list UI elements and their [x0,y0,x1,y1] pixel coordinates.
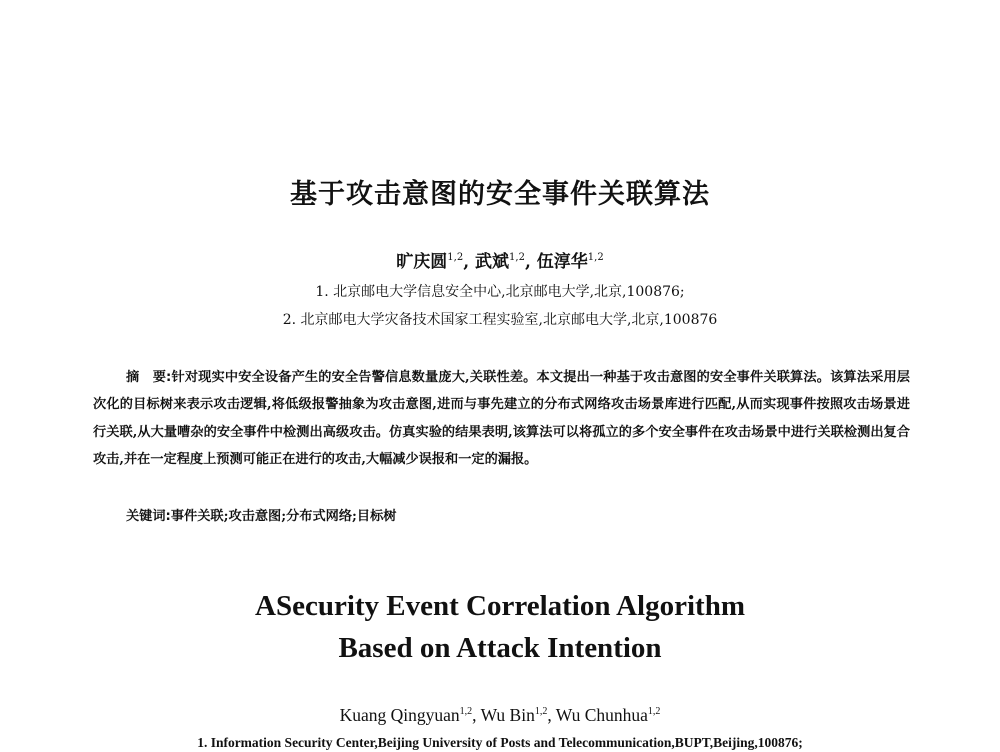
keywords-text: 事件关联;攻击意图;分布式网络;目标树 [170,509,397,524]
english-authors [0,705,1000,726]
author-name: 旷庆圆 [396,252,448,272]
author-affiliation-marker: 1,2 [534,706,548,717]
english-title-line-1: ASecurity Event Correlation Algorithm [255,590,745,622]
author-separator: , [547,705,552,725]
author-separator: , [463,252,470,272]
author-name: 伍淳华 [536,252,588,272]
author-affiliation-marker: 1,2 [587,252,604,263]
author-separator: , [472,705,477,725]
abstract-label: 摘 要: [126,370,172,385]
author-affiliation-marker: 1,2 [509,252,525,263]
author-name: Wu Chunhua [555,705,648,725]
author-affiliation-marker: 1,2 [447,252,464,263]
chinese-affiliation-1: 1. 北京邮电大学信息安全中心,北京邮电大学,北京,100876; [315,284,685,300]
english-title-line-2: Based on Attack Intention [338,632,662,664]
author-separator: , [524,252,531,272]
abstract-text: 针对现实中安全设备产生的安全告警信息数量庞大,关联性差。本文提出一种基于攻击意图的安全事件关联算法。该算法采用层次化的目标树来表示攻击逻辑,将低级报警抽象为攻击意图,进而与事先建立的分布式网络攻击场景库进行匹配,从而实现事件按照攻击场景进行关联,从大量嘈杂的安全事件中检测出高级攻击。仿真实验的结果表明,该算法可以将孤立的多个安全事件在攻击场景中进行关联检测出复合攻击,并在一定程度上预测可能正在进行的攻击,大幅减少误报和一定的漏报。 [93,370,910,468]
keywords-label: 关键词: [126,509,171,524]
chinese-abstract [93,364,910,474]
author-affiliation-marker: 1,2 [647,706,661,717]
author-name: Wu Bin [480,705,535,725]
author-name: 武斌 [475,252,510,272]
chinese-authors [0,247,1000,272]
chinese-title: 基于攻击意图的安全事件关联算法 [290,179,710,210]
author-affiliation-marker: 1,2 [459,706,473,717]
chinese-keywords [126,505,396,524]
author-name: Kuang Qingyuan [339,705,460,725]
english-affiliation-1: 1. Information Security Center,Beijing University of Posts and Telecommunication,BUPT,Beijing,100876; [197,735,803,750]
chinese-affiliation-2: 2. 北京邮电大学灾备技术国家工程实验室,北京邮电大学,北京,100876 [282,312,718,328]
